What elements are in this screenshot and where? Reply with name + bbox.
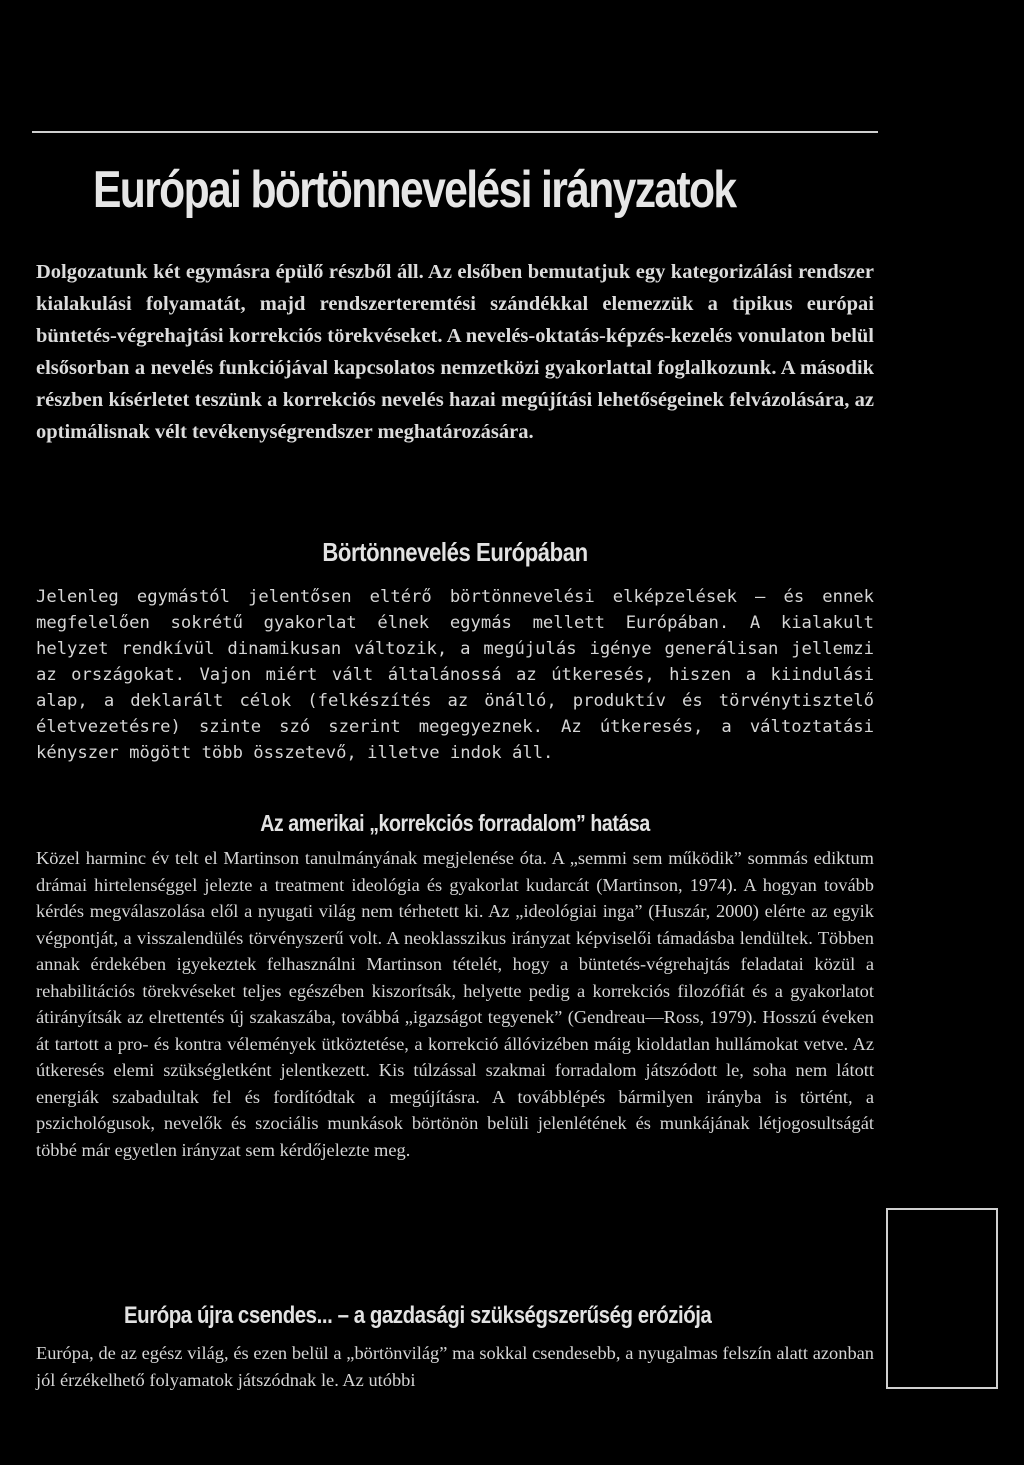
section-paragraph-quiet-europe: Európa, de az egész világ, és ezen belül a „börtönvilág” ma sokkal csendesebb, a nyugalmas felszín alatt azonban jól érzékelhető folyamatok játszódnak le. Az utóbbi (36, 1343, 874, 1390)
abstract-paragraph: Dolgozatunk két egymásra épülő részből áll. Az elsőben bemutatjuk egy kategorizálási rendszer kialakulási folyamatát, majd rendszerteremtési szándékkal elemezzük a tipikus európai büntetés-végrehajtási korrekciós törekvéseket. A nevelés-oktatás-képzés-kezelés vonulaton belül elsősorban a nevelés funkciójával kapcsolatos nemzetközi gyakorlattal foglalkozunk. A második részben kísérletet teszünk a korrekciós nevelés hazai megújítási lehetőségeinek felvázolására, az optimálisnak vélt tevékenységrendszer meghatározására. (36, 261, 874, 443)
section-paragraph-europe: Jelenleg egymástól jelentősen eltérő börtönnevelési elképzelések – és ennek megfelelően sokrétű gyakorlat élnek egymás mellett Európában. A kialakult helyzet rendkívül dinamikusan változik, a megújulás igénye generálisan jellemzi az országokat. Vajon miért vált általánossá az útkeresés, hiszen a kiindulási alap, a deklarált célok (felkészítés az önálló, produktív és törvénytisztelő életvezetésre) szinte szó szerint megegyeznek. Az útkeresés, a változtatási kényszer mögött több összetevő, illetve indok áll. (36, 587, 874, 763)
page-title: Európai börtönnevelési irányzatok (93, 161, 736, 219)
section-heading-europe: Börtönnevelés Európában (322, 537, 588, 567)
margin-frame (886, 1208, 998, 1389)
section-heading-quiet-europe: Európa újra csendes... – a gazdasági szükségszerűség eróziója (124, 1302, 712, 1329)
header-rule (32, 131, 878, 133)
section-heading-american: Az amerikai „korrekciós forradalom” hatása (260, 810, 650, 836)
section-paragraph-american: Közel harminc év telt el Martinson tanulmányának megjelenése óta. A „semmi sem működik” sommás ediktum drámai hirtelenséggel jelezte a treatment ideológia és gyakorlat kudarcát (Martinson, 1974). A hogyan tovább kérdés megválaszolása elől a nyugati világ nem térhetett ki. Az „ideológiai inga” (Huszár, 2000) elérte az egyik végpontját, a visszalendülés törvényszerű volt. A neoklasszikus irányzat képviselői támadásba lendültek. Többen annak érdekében igyekeztek felhasználni Martinson tételét, hogy a büntetés-végrehajtás feladatai közül a rehabilitációs törekvéseket teljes egészében kiszorítsák, helyette pedig a korrekciós filozófiát és a gyakorlatot átirányítsák az elrettentés új szakaszába, továbbá „igazságot tegyenek” (Gendreau—Ross, 1979). Hosszú éveken át tartott a pro- és kontra vélemények ütköztetése, a korrekció állóvizében máig kioldatlan hullámokat vetve. Az útkeresés elemi szükségletként jelentkezett. Kis túlzással szakmai forradalom játszódott le, soha nem látott energiák szabadultak fel és fordítódtak a megújításra. A továbblépés bármilyen irányba is történt, a pszichológusok, nevelők és szociális munkások börtönön belüli jelenlétének és munkájának létjogosultságát többé már egyetlen irányzat sem kérdőjelezte meg. (36, 848, 874, 1160)
